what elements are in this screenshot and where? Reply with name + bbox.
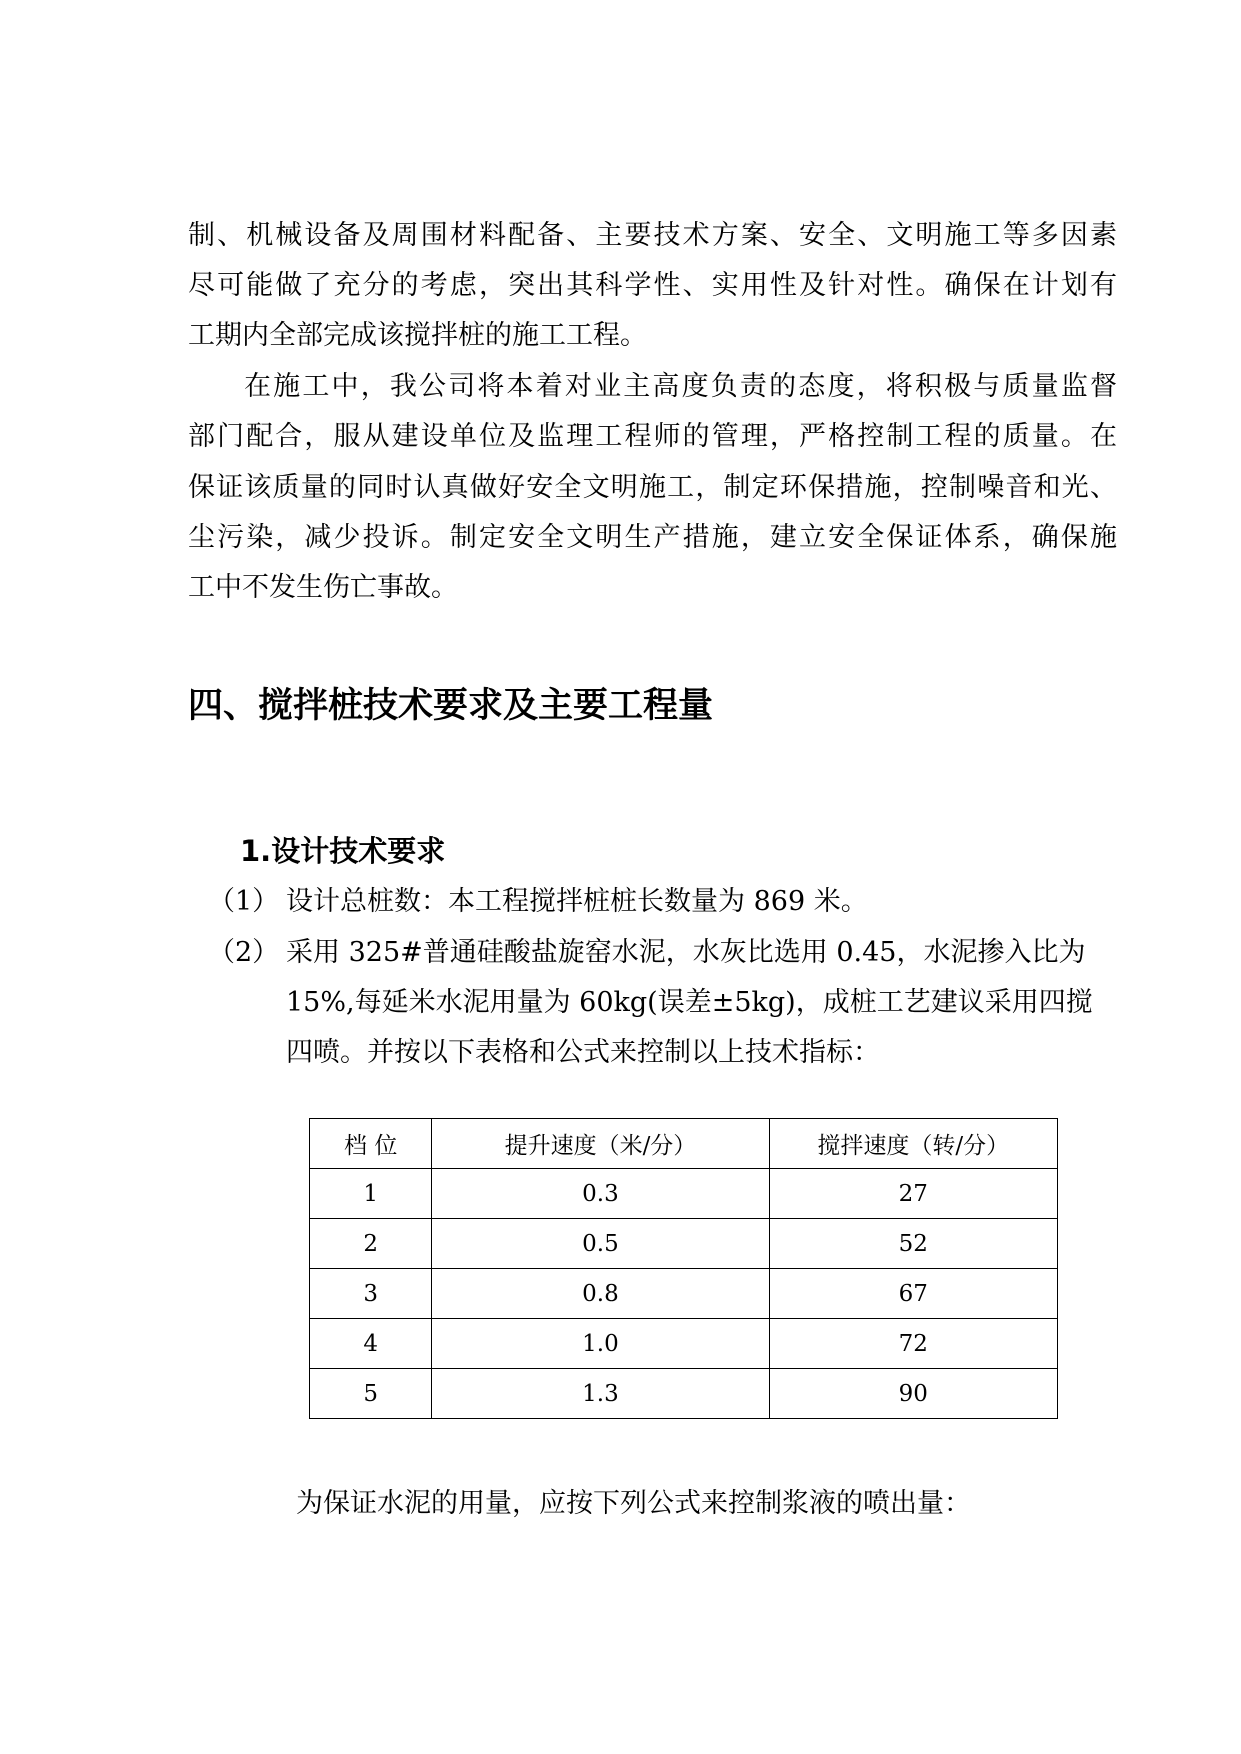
table-cell: 1.0 — [432, 1319, 769, 1369]
list-item-2-line-1: 采用 325#普通硅酸盐旋窑水泥，水灰比选用 0.45，水泥掺入比为 — [286, 937, 1086, 968]
table-cell: 27 — [769, 1169, 1057, 1219]
table-header-mix-speed: 搅拌速度（转/分） — [769, 1119, 1057, 1169]
section-heading: 四、搅拌桩技术要求及主要工程量 — [188, 686, 714, 726]
table-row — [310, 1219, 1058, 1269]
table-cell: 1.3 — [432, 1369, 769, 1419]
table-cell: 90 — [769, 1369, 1057, 1419]
table-row — [310, 1269, 1058, 1319]
paragraph-2-line-4: 尘污染，减少投诉。制定安全文明生产措施，建立安全保证体系，确保施 — [188, 522, 1117, 553]
list-item-2-marker: （2） — [208, 937, 280, 968]
table-cell: 4 — [310, 1319, 432, 1369]
table-row — [310, 1169, 1058, 1219]
speed-table — [309, 1118, 1058, 1419]
table-cell: 67 — [769, 1269, 1057, 1319]
list-item-2-line-3: 四喷。并按以下表格和公式来控制以上技术指标： — [286, 1037, 880, 1068]
list-item-1-line-1: 设计总桩数：本工程搅拌桩桩长数量为 869 米。 — [286, 886, 868, 917]
paragraph-2-line-2: 部门配合，服从建设单位及监理工程师的管理，严格控制工程的质量。在 — [188, 421, 1117, 452]
paragraph-1-line-1: 制、机械设备及周围材料配备、主要技术方案、安全、文明施工等多因素 — [188, 220, 1117, 251]
table-cell: 52 — [769, 1219, 1057, 1269]
table-cell: 2 — [310, 1219, 432, 1269]
paragraph-2-line-1: 在施工中，我公司将本着对业主高度负责的态度，将积极与质量监督 — [244, 371, 1117, 402]
sub-heading: 1.设计技术要求 — [240, 834, 446, 868]
table-cell: 0.8 — [432, 1269, 769, 1319]
paragraph-2-line-3: 保证该质量的同时认真做好安全文明施工，制定环保措施，控制噪音和光、 — [188, 472, 1117, 503]
table-header-row — [310, 1119, 1058, 1169]
paragraph-2-line-5: 工中不发生伤亡事故。 — [188, 572, 458, 603]
table-cell: 72 — [769, 1319, 1057, 1369]
paragraph-1-line-3: 工期内全部完成该搅拌桩的施工工程。 — [188, 320, 647, 351]
paragraph-1-line-2: 尽可能做了充分的考虑，突出其科学性、实用性及针对性。确保在计划有 — [188, 270, 1117, 301]
list-item-1-marker: （1） — [208, 886, 280, 917]
table-cell: 3 — [310, 1269, 432, 1319]
table-cell: 0.5 — [432, 1219, 769, 1269]
table-header-gear: 档 位 — [310, 1119, 432, 1169]
closing-text: 为保证水泥的用量，应按下列公式来控制浆液的喷出量： — [296, 1488, 971, 1519]
table-cell: 1 — [310, 1169, 432, 1219]
table-row — [310, 1369, 1058, 1419]
table-header-lift-speed: 提升速度（米/分） — [432, 1119, 769, 1169]
table-cell: 5 — [310, 1369, 432, 1419]
table-row — [310, 1319, 1058, 1369]
table-cell: 0.3 — [432, 1169, 769, 1219]
list-item-2-line-2: 15%,每延米水泥用量为 60kg(误差±5kg)，成桩工艺建议采用四搅 — [286, 987, 1093, 1018]
